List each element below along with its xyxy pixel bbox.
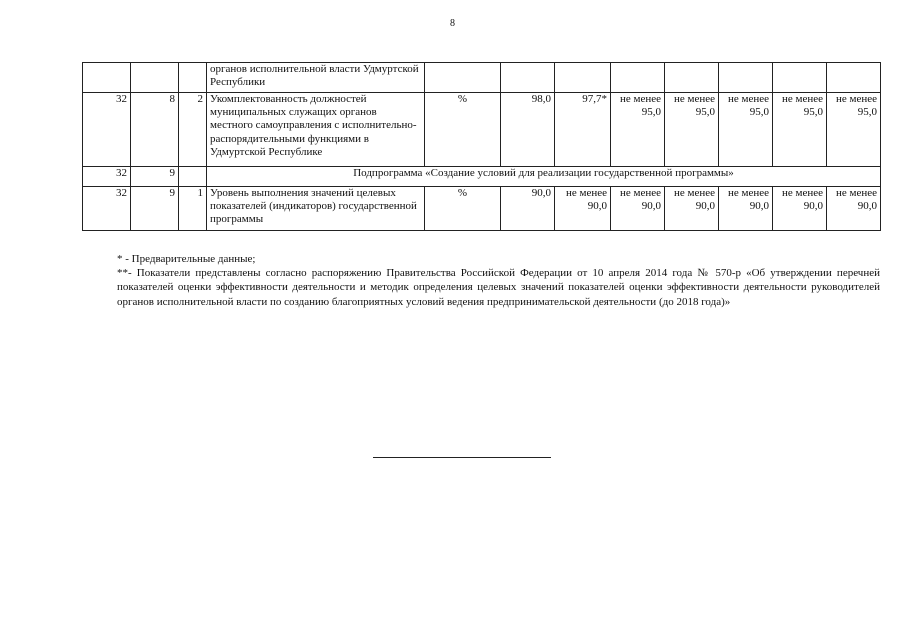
- cell-pp: [131, 63, 179, 93]
- cell-n: 2: [179, 93, 207, 167]
- cell-value: 97,7*: [555, 93, 611, 167]
- cell-gp: 32: [83, 187, 131, 231]
- indicators-table: [82, 62, 881, 231]
- cell-unit: [425, 63, 501, 93]
- cell-value: не менее 95,0: [611, 93, 665, 167]
- cell-indicator-name: органов исполнительной власти Удмуртской Республики: [207, 63, 425, 93]
- cell-n: 1: [179, 187, 207, 231]
- cell-value: [501, 63, 555, 93]
- cell-value: не менее 95,0: [827, 93, 881, 167]
- cell-value: не менее 90,0: [665, 187, 719, 231]
- table-row: [83, 187, 881, 231]
- cell-value: [611, 63, 665, 93]
- cell-gp: [83, 63, 131, 93]
- cell-value: не менее 95,0: [719, 93, 773, 167]
- table-row-continuation: [83, 63, 881, 93]
- table-row: [83, 93, 881, 167]
- footnote-preliminary: * - Предварительные данные;: [117, 253, 256, 265]
- divider-line: [373, 457, 551, 458]
- cell-pp: 8: [131, 93, 179, 167]
- subprogram-title: Подпрограмма «Создание условий для реализации государственной программы»: [207, 167, 881, 187]
- cell-value: не менее 90,0: [555, 187, 611, 231]
- cell-value: 90,0: [501, 187, 555, 231]
- footnotes: [117, 252, 880, 309]
- cell-pp: 9: [131, 167, 179, 187]
- cell-pp: 9: [131, 187, 179, 231]
- cell-value: 98,0: [501, 93, 555, 167]
- cell-gp: 32: [83, 93, 131, 167]
- page-number: 8: [450, 18, 455, 29]
- cell-gp: 32: [83, 167, 131, 187]
- cell-indicator-name: Уровень выполнения значений целевых показателей (индикаторов) государственной программы: [207, 187, 425, 231]
- cell-value: [555, 63, 611, 93]
- cell-value: [827, 63, 881, 93]
- footnote-regulation: **- Показатели представлены согласно распоряжению Правительства Российской Федерации от 10 апреля 2014 года № 570-р «Об утверждении перечней показателей оценки эффективности деятельности и методик определения целевых значений показателей оценки эффективности деятельности руководителей органов исполнительной власти по созданию благоприятных условий ведения предпринимательской деятельности (до 2018 года)»: [117, 267, 880, 308]
- cell-value: не менее 90,0: [773, 187, 827, 231]
- cell-unit: %: [425, 187, 501, 231]
- cell-value: [665, 63, 719, 93]
- cell-value: не менее 90,0: [719, 187, 773, 231]
- cell-value: не менее 95,0: [665, 93, 719, 167]
- cell-unit: %: [425, 93, 501, 167]
- cell-value: [719, 63, 773, 93]
- cell-value: [773, 63, 827, 93]
- cell-indicator-name: Укомплектованность должностей муниципальных служащих органов местного самоуправления с исполнительно-распорядительными функциями в Удмуртской Республике: [207, 93, 425, 167]
- table-row-subprogram: [83, 167, 881, 187]
- cell-n: [179, 167, 207, 187]
- cell-value: не менее 95,0: [773, 93, 827, 167]
- cell-value: не менее 90,0: [611, 187, 665, 231]
- cell-n: [179, 63, 207, 93]
- cell-value: не менее 90,0: [827, 187, 881, 231]
